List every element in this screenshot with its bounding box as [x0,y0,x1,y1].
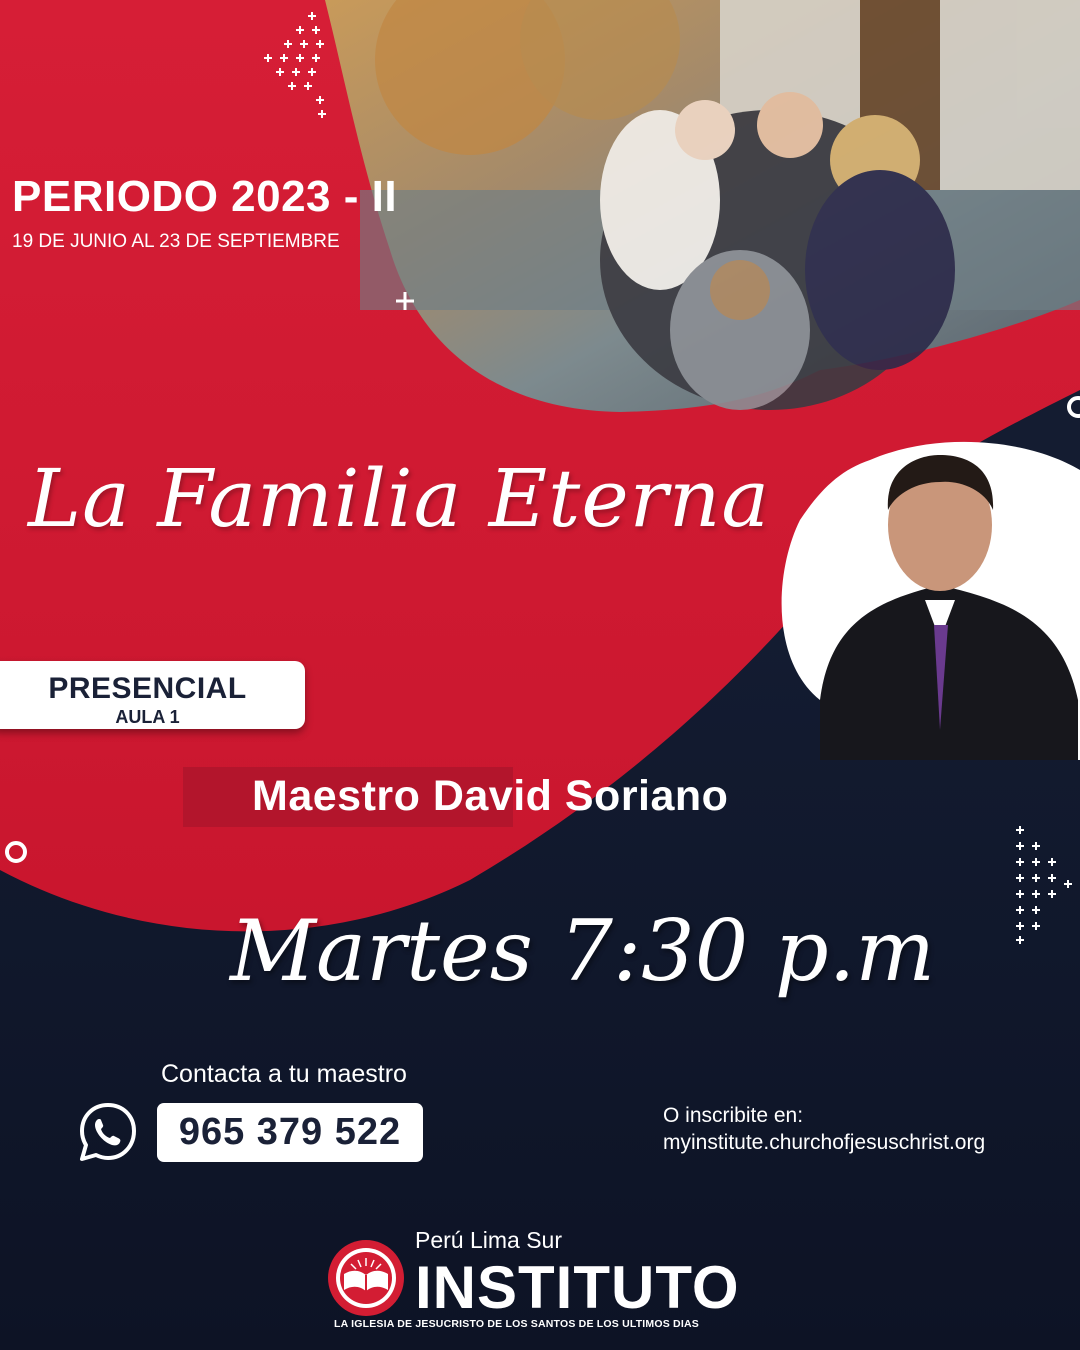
modality-label: PRESENCIAL [48,672,247,705]
class-schedule: Martes 7:30 p.m [230,902,935,1000]
plus-grid-right [1016,826,1072,944]
period-title: PERIODO 2023 - II [12,172,398,221]
teacher-name: Maestro David Soriano [252,772,729,820]
enroll-label: O inscribite en: [663,1104,804,1127]
enroll-url[interactable]: myinstitute.churchofjesuschrist.org [663,1131,986,1154]
church-name: LA IGLESIA DE JESUCRISTO DE LOS SANTOS DE LOS ULTIMOS DIAS [334,1318,699,1330]
institute-title: INSTITUTO [415,1254,740,1321]
period-dates: 19 DE JUNIO AL 23 DE SEPTIEMBRE [12,231,340,252]
modality-room: AULA 1 [115,707,180,727]
modality-badge [0,661,305,729]
region-label: Perú Lima Sur [415,1227,563,1253]
open-book-logo-icon [326,1238,406,1318]
whatsapp-icon[interactable] [76,1100,140,1164]
phone-number[interactable]: 965 379 522 [178,1111,402,1153]
course-title: La Familia Eterna [28,452,771,545]
contact-label: Contacta a tu maestro [161,1060,407,1088]
phone-box[interactable] [157,1103,423,1162]
